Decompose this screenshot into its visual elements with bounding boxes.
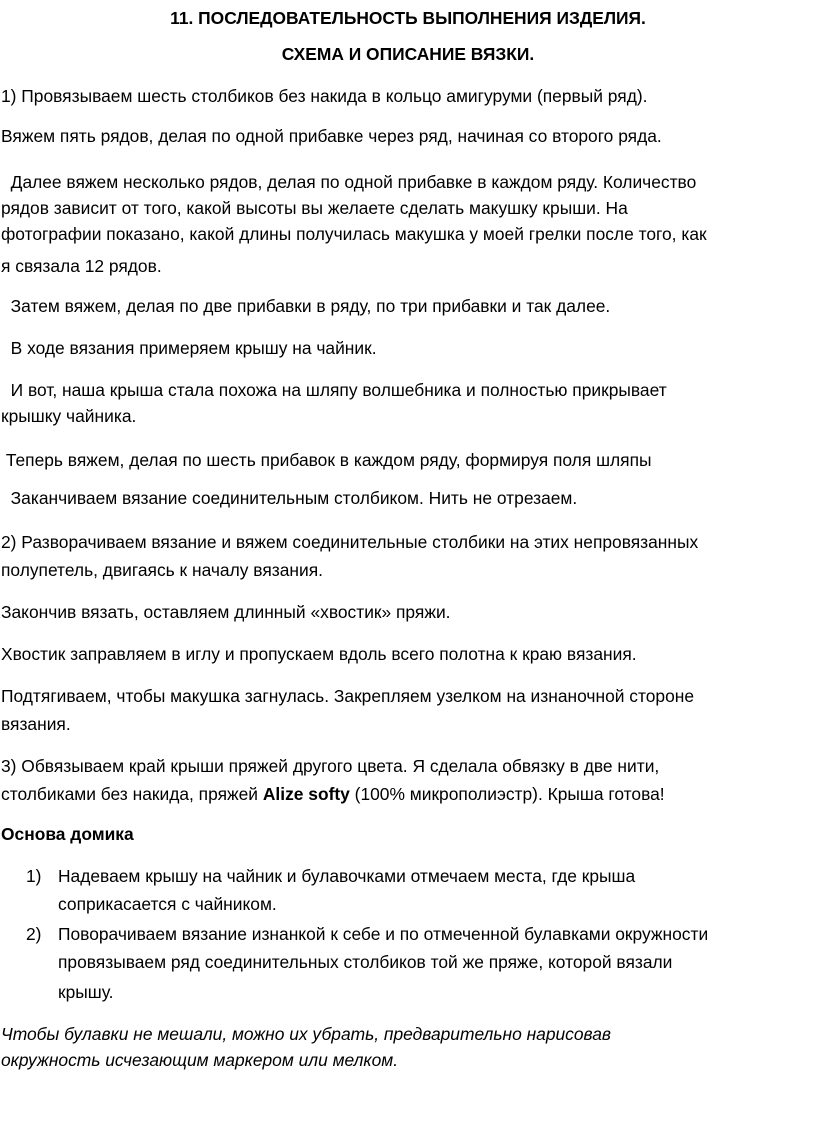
paragraph-brim: Теперь вяжем, делая по шесть прибавок в каждом ряду, формируя поля шляпы — [1, 450, 652, 470]
paragraph-line: Далее вяжем несколько рядов, делая по одной прибавке в каждом ряду. Количество — [1, 172, 697, 192]
yarn-brand: Alize softy — [262, 784, 350, 804]
text-run: (100% микрополиэстр). Крыша готова! — [349, 784, 665, 804]
list-number: 1) — [26, 866, 42, 886]
paragraph-fitting: В ходе вязания примеряем крышу на чайник. — [1, 338, 377, 358]
paragraph-finish: Заканчиваем вязание соединительным столбиком. Нить не отрезаем. — [1, 488, 578, 508]
note-line: Чтобы булавки не мешали, можно их убрать, предварительно нарисовав — [1, 1024, 611, 1044]
paragraph-line: 2) Разворачиваем вязание и вяжем соединительные столбики на этих непровязанных — [1, 532, 699, 552]
paragraph-line: я связала 12 рядов. — [1, 256, 162, 276]
paragraph-rows: Вяжем пять рядов, делая по одной прибавке через ряд, начиная со второго ряда. — [1, 126, 662, 146]
paragraph-increases: Затем вяжем, делая по две прибавки в ряду, по три прибавки и так далее. — [1, 296, 611, 316]
paragraph-line: И вот, наша крыша стала похожа на шляпу волшебника и полностью прикрывает — [1, 380, 667, 400]
paragraph-line: фотографии показано, какой длины получилась макушка у моей грелки после того, как — [1, 224, 707, 244]
paragraph-needle: Хвостик заправляем в иглу и пропускаем вдоль всего полотна к краю вязания. — [1, 644, 637, 664]
section-title: Основа домика — [1, 824, 134, 844]
paragraph-step-1: 1) Провязываем шесть столбиков без накида в кольцо амигуруми (первый ряд). — [1, 86, 648, 106]
page-title: 11. ПОСЛЕДОВАТЕЛЬНОСТЬ ВЫПОЛНЕНИЯ ИЗДЕЛИЯ. — [170, 8, 646, 28]
paragraph-line — [1, 782, 665, 807]
paragraph-line: 3) Обвязываем край крыши пряжей другого цвета. Я сделала обвязку в две нити, — [1, 756, 660, 776]
note-line: окружность исчезающим маркером или мелком. — [1, 1050, 399, 1070]
paragraph-line: рядов зависит от того, какой высоты вы желаете сделать макушку крыши. На — [1, 198, 628, 218]
page-subtitle: СХЕМА И ОПИСАНИЕ ВЯЗКИ. — [281, 44, 535, 64]
paragraph-line: полупетель, двигаясь к началу вязания. — [1, 560, 323, 580]
paragraph-line: вязания. — [1, 714, 71, 734]
list-item-line: соприкасается с чайником. — [58, 894, 277, 914]
text-run: столбиками без накида, пряжей — [1, 784, 263, 804]
list-item-line: крышу. — [58, 982, 114, 1002]
paragraph-tail: Закончив вязать, оставляем длинный «хвостик» пряжи. — [1, 602, 451, 622]
list-item-line: Надеваем крышу на чайник и булавочками отмечаем места, где крыша — [58, 866, 636, 886]
list-item-line: провязываем ряд соединительных столбиков той же пряже, которой вязали — [58, 952, 673, 972]
list-number: 2) — [26, 924, 42, 944]
list-item-line: Поворачиваем вязание изнанкой к себе и по отмеченной булавками окружности — [58, 924, 709, 944]
paragraph-line: крышку чайника. — [1, 406, 137, 426]
paragraph-line: Подтягиваем, чтобы макушка загнулась. Закрепляем узелком на изнаночной стороне — [1, 686, 695, 706]
